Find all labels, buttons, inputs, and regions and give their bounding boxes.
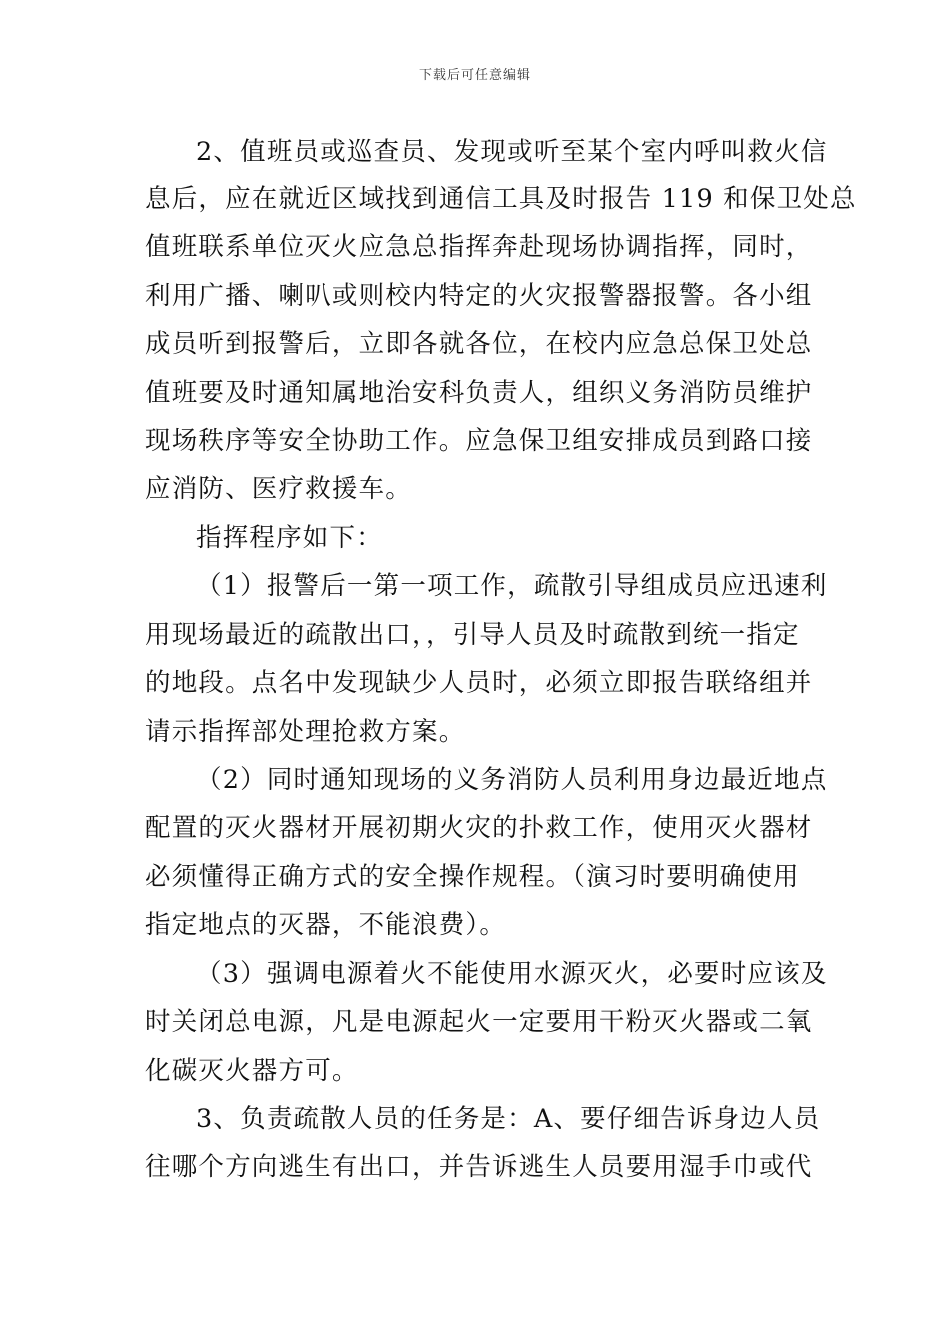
text-line: 用现场最近的疏散出口，，引导人员及时疏散到统一指定 [145, 620, 800, 650]
text-line: （3）强调电源着火不能使用水源灭火，必要时应该及 [196, 959, 828, 989]
text-line: 应消防、医疗救援车。 [145, 474, 413, 504]
text-line: 请示指挥部处理抢救方案。 [145, 717, 466, 747]
text-line: 成员听到报警后，立即各就各位，在校内应急总保卫处总 [145, 329, 813, 359]
text-line: 利用广播、喇叭或则校内特定的火灾报警器报警。各小组 [145, 281, 813, 311]
text-line: 指挥程序如下： [196, 523, 383, 553]
text-line: （1）报警后一第一项工作，疏散引导组成员应迅速利 [196, 571, 828, 601]
text-line: 配置的灭火器材开展初期火灾的扑救工作，使用灭火器材 [145, 813, 813, 843]
text-line: 指定地点的灭器，不能浪费）。 [145, 910, 507, 940]
text-line: 值班联系单位灭火应急总指挥奔赴现场协调指挥，同时， [145, 232, 813, 262]
text-line: 值班要及时通知属地治安科负责人，组织义务消防员维护 [145, 378, 813, 408]
text-line: 往哪个方向逃生有出口，并告诉逃生人员要用湿手巾或代 [145, 1152, 813, 1182]
text-line: 化碳灭火器方可。 [145, 1056, 359, 1086]
page-header: 下载后可任意编辑 [418, 68, 531, 83]
text-line: 现场秩序等安全协助工作。应急保卫组安排成员到路口接 [145, 426, 813, 456]
text-line: 3、负责疏散人员的任务是：A、要仔细告诉身边人员 [196, 1104, 821, 1134]
text-line: 必须懂得正确方式的安全操作规程。（演习时要明确使用 [145, 862, 800, 892]
text-line: 时关闭总电源，凡是电源起火一定要用干粉灭火器或二氧 [145, 1007, 813, 1037]
text-line: 的地段。点名中发现缺少人员时，必须立即报告联络组并 [145, 668, 813, 698]
text-line: 息后，应在就近区域找到通信工具及时报告 119 和保卫处总 [145, 184, 857, 214]
text-line: 2、值班员或巡查员、发现或听至某个室内呼叫救火信 [196, 137, 828, 167]
text-line: （2）同时通知现场的义务消防人员利用身边最近地点 [196, 765, 828, 795]
